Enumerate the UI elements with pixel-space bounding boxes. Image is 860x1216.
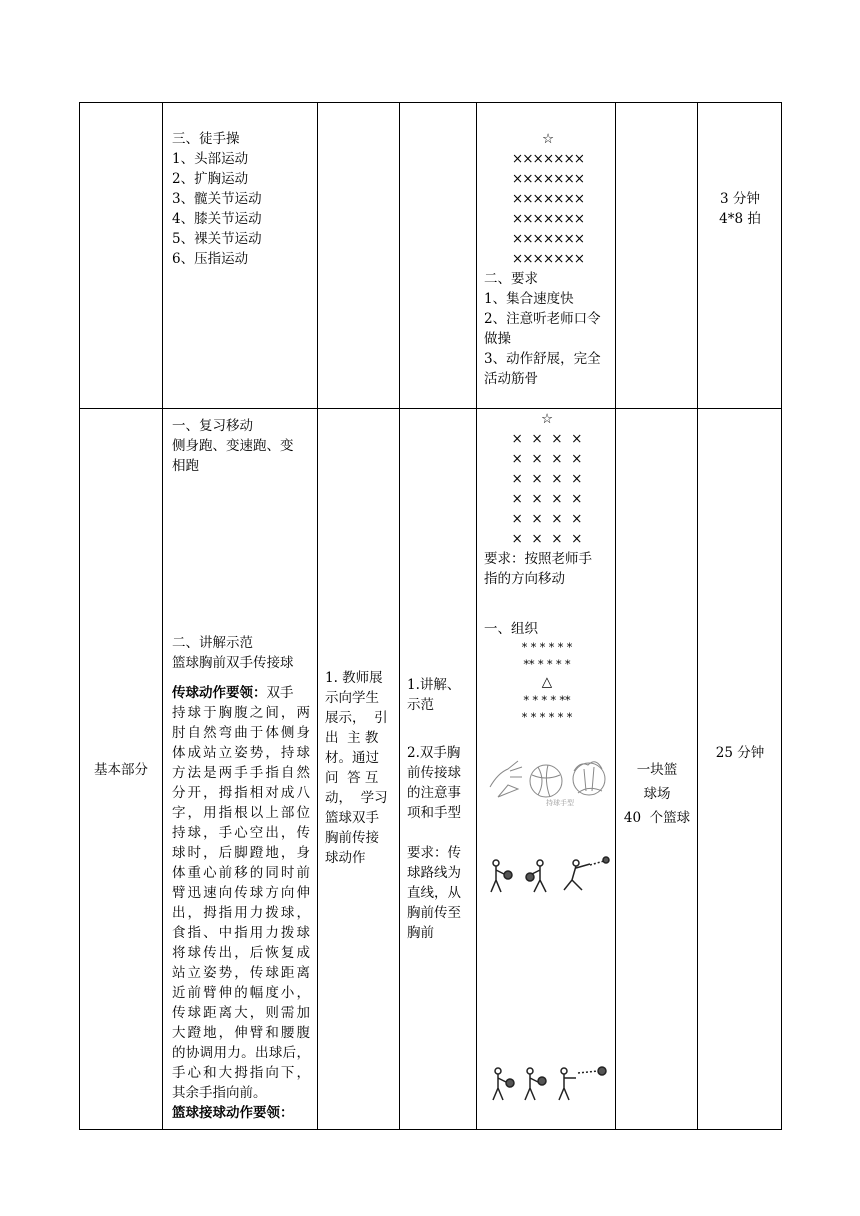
student-line: 要求：传	[407, 845, 461, 861]
requirement-line: 指的方向移动	[484, 571, 565, 587]
formation-row: ×××××××	[511, 251, 585, 267]
teacher-activity	[325, 668, 395, 868]
pass-line: 食指、中指用力拨球	[172, 925, 310, 941]
hand-grip-illustration	[486, 753, 612, 813]
cross-row: × × × ×	[511, 431, 583, 447]
section-label	[80, 760, 162, 780]
teacher-star-icon: ☆	[540, 411, 554, 427]
pass-line: 传球距离大，则需加	[172, 1005, 310, 1021]
catch-heading: 篮球接球动作要领：	[172, 1105, 294, 1121]
spacer	[172, 673, 310, 683]
teacher-line: 篮球双手	[325, 810, 379, 826]
pass-explanation	[172, 633, 310, 1123]
cross-row: × × × ×	[511, 451, 583, 467]
venue-equipment	[616, 758, 698, 830]
lesson-plan-table	[79, 102, 782, 1130]
content-line: 2、扩胸运动	[172, 171, 249, 187]
col-divider	[317, 103, 318, 1129]
formation-row: ×××××××	[511, 171, 585, 187]
requirement-line: 活动筋骨	[484, 371, 538, 387]
formation-row: ×××××××	[511, 211, 585, 227]
dot-row: * * * * **	[523, 694, 571, 707]
pass-line: 持球于胸腹之间，两	[172, 705, 310, 721]
warmup-content	[172, 129, 312, 269]
pass-line: 站立姿势，传球距离	[172, 965, 310, 981]
pass-line: 其余手指向前。	[172, 1085, 267, 1101]
chest-pass-sequence-2	[486, 1063, 612, 1111]
pass-line: 的协调用力。出球后，	[172, 1045, 310, 1061]
content-line: 二、讲解示范	[172, 635, 253, 651]
teacher-line: 胸前传接	[325, 830, 379, 846]
chest-pass-sequence-1	[486, 855, 612, 903]
col-divider	[162, 103, 163, 1129]
pass-line: 臂迅速向传球方向伸	[172, 885, 310, 901]
basic-content	[172, 416, 310, 476]
formation-row: ×××××××	[511, 231, 585, 247]
col-divider	[476, 103, 477, 1129]
student-line: 直线，从	[407, 885, 461, 901]
requirement-line: 要求：按照老师手	[484, 551, 592, 567]
student-line: 胸前传至	[407, 905, 461, 921]
pass-line: 将球传出，后恢复成	[172, 945, 310, 961]
teacher-line: 材。通过	[325, 750, 379, 766]
formation-row: ×××××××	[511, 191, 585, 207]
pass-line: 出，拇指用力拨球，	[172, 905, 310, 921]
pass-line: 近前臂伸的幅度小，	[172, 985, 310, 1001]
hand-grip-caption: 持球手型	[546, 799, 574, 807]
teacher-line: 1. 教师展	[325, 670, 383, 686]
organization	[484, 409, 616, 726]
cross-row: × × × ×	[511, 491, 583, 507]
student-line: 1.讲解、	[407, 677, 461, 693]
teacher-line: 出 主 教	[325, 730, 379, 746]
cross-row: × × × ×	[511, 471, 583, 487]
pass-text-first: 双手	[266, 685, 294, 701]
time-line: 3 分钟	[720, 191, 760, 207]
requirement-line: 2、注意听老师口令	[484, 311, 601, 327]
student-line: 项和手型	[407, 805, 461, 821]
student-line: 前传接球	[407, 765, 461, 781]
student-line: 示范	[407, 697, 434, 713]
pass-line: 体成站立姿势，持球	[172, 745, 310, 761]
pass-line: 体重心前移的同时前	[172, 865, 310, 881]
content-line: 相跑	[172, 458, 199, 474]
col-divider	[399, 103, 400, 1129]
content-line: 1、头部运动	[172, 151, 249, 167]
student-activity	[407, 675, 475, 943]
time-line: 4*8 拍	[719, 211, 761, 227]
teacher-line: 问 答 互	[325, 770, 379, 786]
dot-row: ** * * * *	[523, 658, 571, 671]
pass-line: 球时，后脚蹬地，身	[172, 845, 310, 861]
content-line: 篮球胸前双手传接球	[172, 655, 294, 671]
spacer	[407, 715, 475, 743]
venue-line: 40 个篮球	[623, 810, 691, 826]
content-line: 3、髋关节运动	[172, 191, 262, 207]
teacher-star-icon: ☆	[541, 131, 555, 147]
student-line: 2.双手胸	[407, 745, 461, 761]
row-divider	[80, 408, 781, 409]
pass-line: 手心和大拇指向下，	[172, 1065, 310, 1081]
content-line: 6、压指运动	[172, 251, 249, 267]
requirement-line: 二、要求	[484, 271, 538, 287]
col-divider	[697, 103, 698, 1129]
dot-row: * * * * * *	[521, 641, 573, 654]
teacher-line: 展示， 引	[325, 710, 388, 726]
formation-row: ×××××××	[511, 151, 585, 167]
content-line: 三、徒手操	[172, 131, 240, 147]
teacher-line: 示向学生	[325, 690, 379, 706]
section-label-text: 基本部分	[94, 762, 148, 778]
content-line: 一、复习移动	[172, 418, 253, 434]
pass-line: 大蹬地，伸臂和腰腹	[172, 1025, 310, 1041]
student-line: 的注意事	[407, 785, 461, 801]
basic-time	[698, 743, 782, 763]
student-line: 球路线为	[407, 865, 461, 881]
pass-line: 分开，拇指相对成八	[172, 785, 310, 801]
teacher-line: 动， 学习	[325, 790, 388, 806]
content-line: 5、裸关节运动	[172, 231, 262, 247]
teacher-triangle-icon: △	[541, 674, 553, 690]
pass-line: 肘自然弯曲于体侧身	[172, 725, 310, 741]
pass-heading: 传球动作要领：	[172, 685, 267, 701]
time-line: 25 分钟	[715, 745, 765, 761]
warmup-formation	[484, 129, 616, 389]
pass-line: 方法是两手手指自然	[172, 765, 310, 781]
warmup-time	[698, 189, 782, 229]
spacer	[484, 589, 616, 619]
pass-line: 字，用指根以上部位	[172, 805, 310, 821]
cross-row: × × × ×	[511, 531, 583, 547]
teacher-line: 球动作	[325, 850, 366, 866]
student-line: 胸前	[407, 925, 434, 941]
content-line: 4、膝关节运动	[172, 211, 262, 227]
spacer	[407, 823, 475, 843]
requirement-line: 做操	[484, 331, 511, 347]
requirement-line: 1、集合速度快	[484, 291, 574, 307]
dot-row: * * * * * *	[521, 711, 573, 724]
venue-line: 一块篮	[636, 762, 678, 778]
org-title: 一、组织	[484, 621, 538, 637]
content-line: 侧身跑、变速跑、变	[172, 438, 294, 454]
cross-row: × × × ×	[511, 511, 583, 527]
venue-line: 球场	[643, 786, 671, 802]
requirement-line: 3、动作舒展，完全	[484, 351, 601, 367]
pass-line: 持球，手心空出，传	[172, 825, 310, 841]
